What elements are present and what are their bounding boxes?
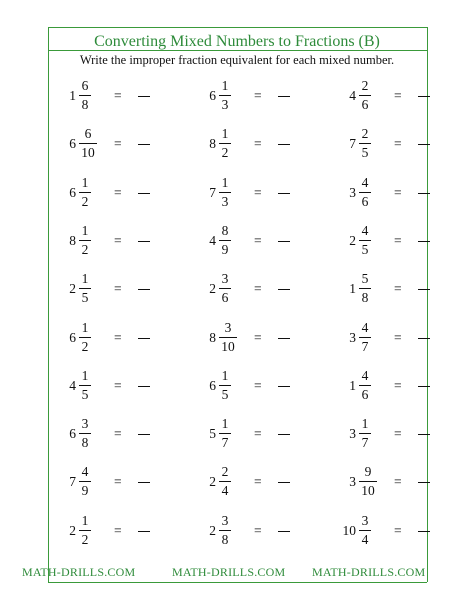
equals-sign: = [114, 136, 122, 151]
answer-blank[interactable] [418, 386, 430, 387]
denominator: 2 [81, 194, 89, 209]
answer-blank[interactable] [278, 193, 290, 194]
equals-sign: = [114, 185, 122, 200]
denominator: 6 [361, 387, 369, 402]
whole-number: 3 [349, 474, 356, 489]
whole-number: 2 [349, 233, 356, 248]
denominator: 9 [221, 242, 229, 257]
answer-blank[interactable] [418, 289, 430, 290]
numerator: 1 [221, 368, 229, 383]
whole-number: 8 [209, 136, 216, 151]
numerator: 2 [361, 126, 369, 141]
fraction-bar [219, 433, 231, 434]
whole-number: 6 [69, 185, 76, 200]
fraction-bar [219, 530, 231, 531]
numerator: 1 [221, 416, 229, 431]
answer-blank[interactable] [278, 338, 290, 339]
denominator: 5 [361, 145, 369, 160]
problem-item [349, 78, 474, 114]
footer-brand-1: MATH-DRILLS.COM [22, 565, 136, 579]
numerator: 1 [81, 223, 89, 238]
instructions: Write the improper fraction equivalent for each mixed number. [79, 53, 395, 67]
numerator: 9 [364, 464, 372, 479]
denominator: 7 [221, 435, 229, 450]
numerator: 5 [361, 271, 369, 286]
answer-blank[interactable] [278, 482, 290, 483]
whole-number: 7 [69, 474, 76, 489]
numerator: 1 [221, 175, 229, 190]
equals-sign: = [114, 88, 122, 103]
denominator: 5 [221, 387, 229, 402]
whole-number: 3 [349, 330, 356, 345]
fraction-bar [79, 385, 91, 386]
numerator: 6 [81, 78, 89, 93]
problem-item [209, 175, 338, 211]
whole-number: 1 [69, 88, 76, 103]
denominator: 8 [221, 532, 229, 547]
problem-item [349, 175, 474, 211]
denominator: 2 [221, 145, 229, 160]
answer-blank[interactable] [418, 338, 430, 339]
equals-sign: = [394, 523, 402, 538]
fraction-bar [359, 481, 377, 482]
fraction-bar [359, 337, 371, 338]
equals-sign: = [394, 136, 402, 151]
numerator: 4 [361, 175, 369, 190]
whole-number: 2 [69, 281, 76, 296]
problem-item [342, 513, 474, 549]
equals-sign: = [254, 233, 262, 248]
denominator: 3 [221, 97, 229, 112]
fraction-bar [359, 143, 371, 144]
numerator: 3 [224, 320, 232, 335]
problem-item [209, 223, 338, 259]
fraction-bar [79, 337, 91, 338]
fraction-bar [359, 288, 371, 289]
whole-number: 3 [349, 426, 356, 441]
numerator: 1 [221, 126, 229, 141]
denominator: 10 [221, 339, 235, 354]
answer-blank[interactable] [278, 144, 290, 145]
numerator: 1 [81, 320, 89, 335]
problem-item [209, 126, 338, 162]
fraction-bar [219, 143, 231, 144]
answer-blank[interactable] [418, 482, 430, 483]
equals-sign: = [114, 233, 122, 248]
fraction-bar [79, 481, 91, 482]
fraction-bar [359, 240, 371, 241]
fraction-bar [219, 481, 231, 482]
answer-blank[interactable] [278, 434, 290, 435]
footer-brand-3: MATH-DRILLS.COM [312, 565, 426, 579]
problem-item [209, 320, 338, 356]
answer-blank[interactable] [138, 531, 150, 532]
answer-blank[interactable] [418, 193, 430, 194]
problem-item [209, 368, 338, 404]
equals-sign: = [254, 378, 262, 393]
page-title: Converting Mixed Numbers to Fractions (B) [94, 33, 380, 50]
fraction-bar [219, 95, 231, 96]
denominator: 8 [361, 290, 369, 305]
fraction-bar [359, 192, 371, 193]
fraction-bar [79, 240, 91, 241]
numerator: 3 [221, 271, 229, 286]
whole-number: 1 [349, 281, 356, 296]
whole-number: 6 [209, 378, 216, 393]
problem-item [349, 368, 474, 404]
problem-item [69, 320, 198, 356]
problem-item [69, 271, 198, 307]
answer-blank[interactable] [138, 193, 150, 194]
whole-number: 2 [209, 281, 216, 296]
problem-item [69, 513, 198, 549]
problem-item [69, 223, 198, 259]
fraction-bar [359, 385, 371, 386]
numerator: 1 [81, 368, 89, 383]
denominator: 7 [361, 435, 369, 450]
answer-blank[interactable] [138, 338, 150, 339]
equals-sign: = [114, 426, 122, 441]
denominator: 3 [221, 194, 229, 209]
denominator: 8 [81, 435, 89, 450]
whole-number: 5 [209, 426, 216, 441]
equals-sign: = [114, 523, 122, 538]
equals-sign: = [114, 330, 122, 345]
whole-number: 8 [69, 233, 76, 248]
numerator: 2 [221, 464, 229, 479]
whole-number: 6 [69, 426, 76, 441]
problem-item [349, 271, 474, 307]
equals-sign: = [254, 330, 262, 345]
denominator: 2 [81, 339, 89, 354]
whole-number: 2 [209, 474, 216, 489]
equals-sign: = [394, 185, 402, 200]
fraction-bar [79, 288, 91, 289]
equals-sign: = [254, 185, 262, 200]
problem-item [69, 416, 198, 452]
equals-sign: = [254, 426, 262, 441]
answer-blank[interactable] [138, 482, 150, 483]
whole-number: 4 [349, 88, 356, 103]
problem-item [209, 416, 338, 452]
answer-blank[interactable] [138, 386, 150, 387]
fraction-bar [79, 95, 91, 96]
answer-blank[interactable] [138, 289, 150, 290]
denominator: 5 [361, 242, 369, 257]
bottom-rule [48, 582, 427, 583]
answer-blank[interactable] [418, 144, 430, 145]
problem-item [69, 126, 198, 162]
equals-sign: = [394, 233, 402, 248]
denominator: 5 [81, 387, 89, 402]
equals-sign: = [254, 88, 262, 103]
whole-number: 6 [69, 330, 76, 345]
numerator: 3 [81, 416, 89, 431]
numerator: 1 [81, 513, 89, 528]
problem-item [69, 78, 198, 114]
numerator: 1 [81, 175, 89, 190]
top-rule [48, 27, 427, 28]
equals-sign: = [394, 281, 402, 296]
problem-item [209, 513, 338, 549]
answer-blank[interactable] [278, 241, 290, 242]
denominator: 2 [81, 242, 89, 257]
fraction-bar [219, 240, 231, 241]
whole-number: 4 [69, 378, 76, 393]
problem-item [209, 271, 338, 307]
equals-sign: = [114, 281, 122, 296]
numerator: 4 [361, 368, 369, 383]
equals-sign: = [394, 330, 402, 345]
answer-blank[interactable] [418, 241, 430, 242]
problem-item [349, 464, 474, 500]
numerator: 3 [221, 513, 229, 528]
answer-blank[interactable] [278, 289, 290, 290]
problem-item [349, 126, 474, 162]
fraction-bar [79, 192, 91, 193]
denominator: 9 [81, 483, 89, 498]
fraction-bar [359, 433, 371, 434]
denominator: 6 [361, 97, 369, 112]
equals-sign: = [254, 136, 262, 151]
answer-blank[interactable] [278, 531, 290, 532]
equals-sign: = [114, 474, 122, 489]
fraction-bar [219, 192, 231, 193]
denominator: 5 [81, 290, 89, 305]
problem-item [209, 78, 338, 114]
whole-number: 6 [69, 136, 76, 151]
fraction-bar [219, 337, 237, 338]
whole-number: 1 [349, 378, 356, 393]
equals-sign: = [254, 281, 262, 296]
equals-sign: = [254, 474, 262, 489]
numerator: 4 [81, 464, 89, 479]
problem-item [69, 464, 198, 500]
fraction-bar [79, 530, 91, 531]
whole-number: 4 [209, 233, 216, 248]
fraction-bar [79, 433, 91, 434]
whole-number: 2 [209, 523, 216, 538]
denominator: 6 [221, 290, 229, 305]
footer-brand-2: MATH-DRILLS.COM [172, 565, 286, 579]
whole-number: 10 [342, 523, 356, 538]
denominator: 8 [81, 97, 89, 112]
denominator: 4 [361, 532, 369, 547]
equals-sign: = [394, 426, 402, 441]
whole-number: 7 [349, 136, 356, 151]
numerator: 6 [84, 126, 92, 141]
answer-blank[interactable] [138, 241, 150, 242]
fraction-bar [359, 95, 371, 96]
fraction-bar [219, 385, 231, 386]
answer-blank[interactable] [138, 144, 150, 145]
denominator: 2 [81, 532, 89, 547]
numerator: 1 [81, 271, 89, 286]
denominator: 10 [361, 483, 375, 498]
answer-blank[interactable] [278, 96, 290, 97]
numerator: 1 [361, 416, 369, 431]
problem-item [349, 320, 474, 356]
equals-sign: = [394, 378, 402, 393]
numerator: 4 [361, 320, 369, 335]
numerator: 1 [221, 78, 229, 93]
answer-blank[interactable] [138, 434, 150, 435]
answer-blank[interactable] [278, 386, 290, 387]
left-margin-rule [48, 27, 49, 582]
denominator: 4 [221, 483, 229, 498]
equals-sign: = [254, 523, 262, 538]
problem-item [69, 368, 198, 404]
equals-sign: = [114, 378, 122, 393]
problem-item [69, 175, 198, 211]
whole-number: 3 [349, 185, 356, 200]
equals-sign: = [394, 88, 402, 103]
answer-blank[interactable] [418, 434, 430, 435]
fraction-bar [359, 530, 371, 531]
numerator: 3 [361, 513, 369, 528]
problem-item [349, 416, 474, 452]
fraction-bar [79, 143, 97, 144]
answer-blank[interactable] [138, 96, 150, 97]
problem-item [349, 223, 474, 259]
numerator: 4 [361, 223, 369, 238]
whole-number: 8 [209, 330, 216, 345]
problem-item [209, 464, 338, 500]
equals-sign: = [394, 474, 402, 489]
whole-number: 6 [209, 88, 216, 103]
whole-number: 7 [209, 185, 216, 200]
fraction-bar [219, 288, 231, 289]
answer-blank[interactable] [418, 531, 430, 532]
whole-number: 2 [69, 523, 76, 538]
denominator: 7 [361, 339, 369, 354]
answer-blank[interactable] [418, 96, 430, 97]
numerator: 2 [361, 78, 369, 93]
denominator: 10 [81, 145, 95, 160]
numerator: 8 [221, 223, 229, 238]
denominator: 6 [361, 194, 369, 209]
